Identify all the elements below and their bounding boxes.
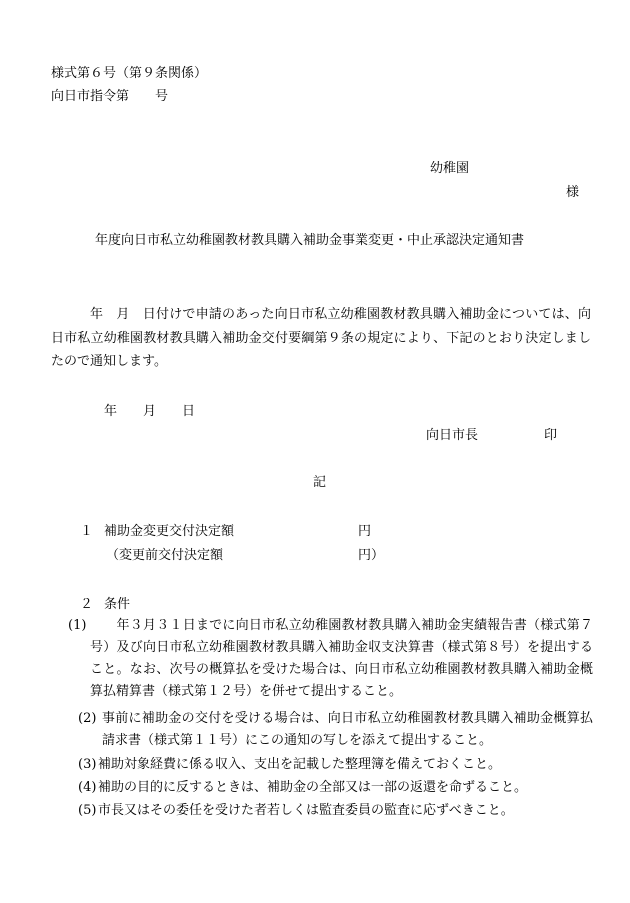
condition-5-text: 市長又はその委任を受けた者若しくは監査委員の監査に応ずべきこと。 bbox=[98, 803, 514, 818]
condition-2-text: 事前に補助金の交付を受ける場合は、向日市私立幼稚園教材教具購入補助金概算払請求書（様式第１１号）にこの通知の写しを添えて提出すること。 bbox=[102, 711, 593, 748]
addressee-honorific: 様 bbox=[566, 185, 580, 200]
condition-3-text: 補助対象経費に係る収入、支出を記載した整理簿を備えておくこと。 bbox=[98, 757, 502, 772]
condition-1-number: (1) bbox=[68, 618, 87, 633]
body-paragraph: 年 月 日付けで申請のあった向日市私立幼稚園教材教具購入補助金については、向日市私立幼稚園教材教具購入補助金交付要綱第９条の規定により、下記のとおり決定しましたので通知します。 bbox=[51, 307, 591, 369]
document-title: 年度向日市私立幼稚園教材教具購入補助金事業変更・中止承認決定通知書 bbox=[95, 233, 525, 248]
condition-1-text: 年３月３１日までに向日市私立幼稚園教材教具購入補助金実績報告書（様式第７号）及び向日市私立幼稚園教材教具購入補助金収支決算書（様式第８号）を提出すること。なお、次号の概算払を受けた場合は、向日市私立幼稚園教材教具購入補助金概算払精算書（様式第１２号）を併せて提出すること。 bbox=[90, 618, 593, 699]
item1-number: １ bbox=[80, 524, 94, 539]
condition-4-text: 補助の目的に反するときは、補助金の全部又は一部の返還を命ずること。 bbox=[98, 780, 528, 795]
item1-unit: 円 bbox=[358, 524, 372, 539]
condition-2-number: (2) bbox=[78, 711, 97, 726]
condition-4-number: (4) bbox=[78, 780, 97, 795]
item1-sub-unit: 円） bbox=[358, 548, 385, 563]
condition-3 bbox=[78, 754, 593, 776]
condition-4 bbox=[78, 777, 593, 799]
condition-3-number: (3) bbox=[78, 757, 97, 772]
condition-2 bbox=[78, 708, 593, 752]
condition-1 bbox=[68, 615, 593, 703]
seal-mark: 印 bbox=[544, 428, 558, 443]
item2-label: 条件 bbox=[104, 597, 131, 612]
ki-heading: 記 bbox=[313, 475, 327, 490]
item2-number: ２ bbox=[80, 597, 94, 612]
date-line: 年 月 日 bbox=[104, 404, 196, 419]
condition-5-number: (5) bbox=[78, 803, 97, 818]
addressee-kindergarten: 幼稚園 bbox=[430, 161, 470, 176]
condition-5 bbox=[78, 800, 593, 822]
form-number: 様式第６号（第９条関係） bbox=[51, 66, 208, 81]
issuer-name: 向日市長 bbox=[426, 428, 479, 443]
directive-number: 向日市指令第 号 bbox=[51, 89, 169, 104]
item1-label: 補助金変更交付決定額 bbox=[104, 524, 235, 539]
item1-sub-label: （変更前交付決定額 bbox=[106, 548, 224, 563]
